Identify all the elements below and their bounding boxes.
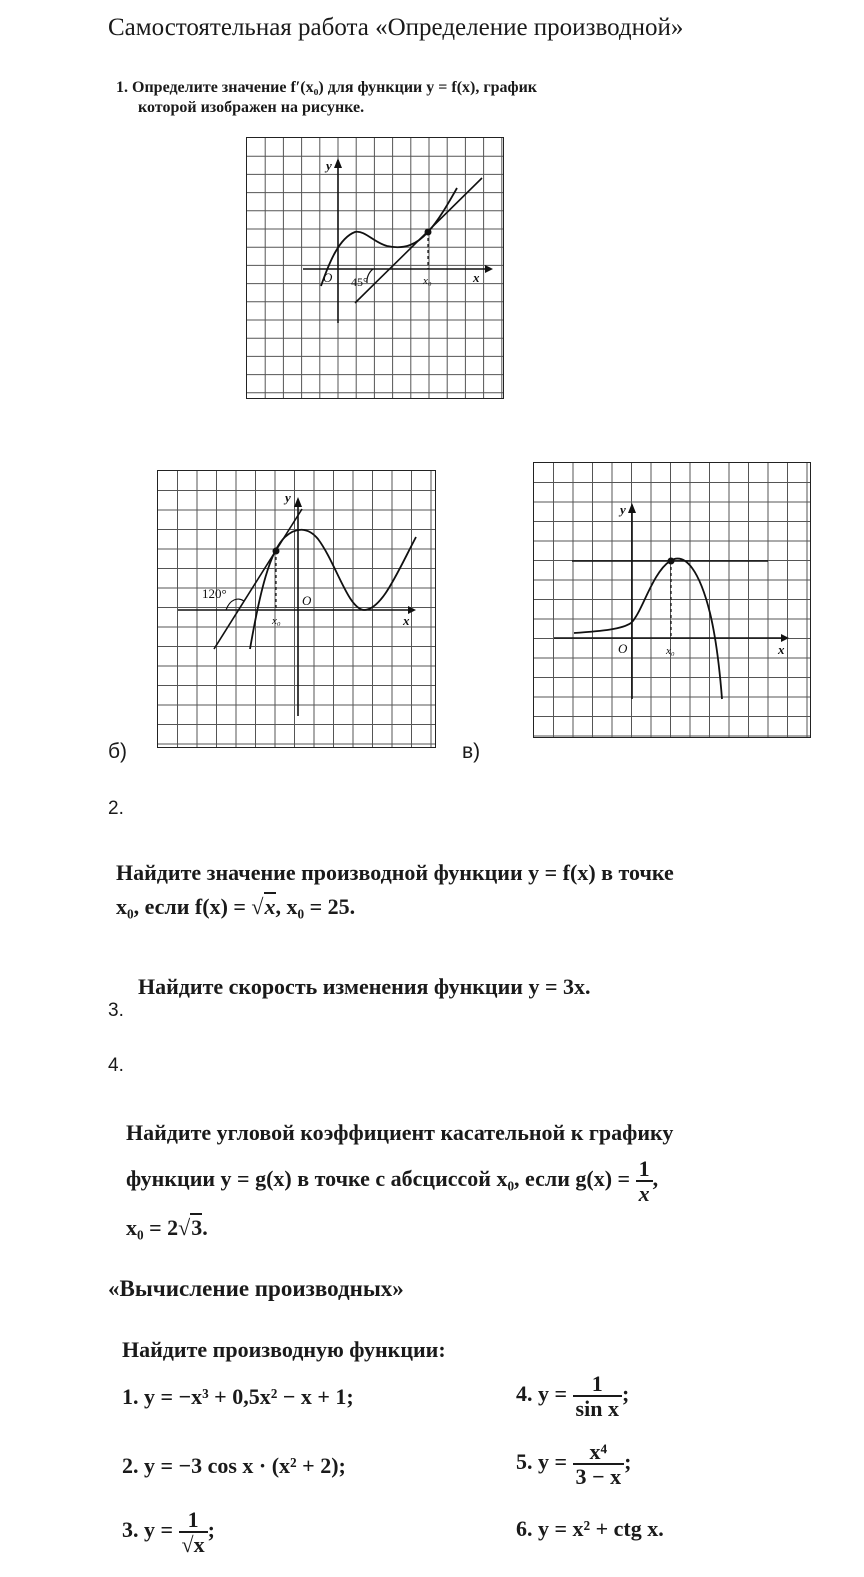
section2-instruction: Найдите производную функции: [122,1337,446,1362]
item-frac-num: x⁴ [573,1440,625,1465]
task3-text: Найдите скорость изменения функции y = 3x. [138,974,591,999]
item-formula: y = −x³ + 0,5x² − x + 1; [144,1384,354,1409]
item-frac-den: sin x [575,1396,619,1422]
figure-a-x-arrow [485,265,493,273]
item-number: 2. [122,1453,139,1478]
task4-radicand: 3 [191,1215,203,1241]
task4-line2: функции y = g(x) в точке с абсциссой x₀, если g(x) = $\frac{1}{x}$ , [126,1155,659,1206]
figure-a-origin-label: O [323,270,333,285]
item-frac-num: 1 [179,1508,208,1533]
task2-radicand: x [264,894,276,919]
item-number: 6. [516,1516,533,1541]
item-number: 3. [122,1517,139,1543]
figure-c-y-arrow [628,503,636,513]
item-suffix: ; [624,1449,632,1475]
task4-line2-text: функции y = g(x) в точке с абсциссой x₀, если g(x) = [126,1166,631,1191]
task3-number: 3. [108,1000,124,1021]
figure-c-grid [534,463,810,737]
figure-a-function-curve [321,188,457,286]
item-frac-den: 3 − x [575,1464,622,1490]
item-prefix: y = [144,1517,179,1543]
task2-line2-end: , x₀ = 25. [275,894,356,919]
figure-a-y-arrow [334,158,342,168]
item-number: 5. [516,1449,533,1475]
derivative-item-1 [122,1384,354,1410]
figure-a-angle-arc [367,269,373,283]
task2-text [116,856,674,924]
item-fraction [179,1508,208,1556]
task4-frac-num: 1 [636,1157,653,1182]
figure-c-x-label: x [778,642,785,657]
derivative-item-3 [122,1508,215,1556]
task4-line1: Найдите угловой коэффициент касательной к графику [126,1120,674,1145]
task4-frac-den: x [638,1180,650,1206]
page-title: Самостоятельная работа «Определение производной» [108,14,684,41]
task4-line3-end: . [202,1215,208,1241]
task2-line1: Найдите значение производной функции y = f(x) в точке [116,860,674,885]
figure-a-y-label: y [326,158,332,173]
derivative-item-2 [122,1453,346,1479]
figure-c-origin-label: O [618,641,628,656]
task1-text [116,78,756,118]
figure-a-angle-label: 45° [351,275,368,289]
task1-line1: 1. Определите значение f′(x₀) для функции y = f(x), график [116,79,538,96]
item-number: 1. [122,1384,139,1409]
figure-a-x-label: x [473,270,480,285]
task4-fraction [636,1157,653,1205]
figure-c-graph [533,462,811,738]
task1-line2: которой изображен на рисунке. [138,99,365,116]
figure-c-y-label: y [620,502,626,517]
section2-title: «Вычисление производных» [108,1276,404,1301]
figure-c-x0-label: x₀ [666,645,675,657]
item-formula: y = −3 cos x · (x² + 2); [144,1453,346,1478]
item-fraction [573,1440,625,1488]
figure-a-graph [246,137,504,399]
item-suffix: ; [621,1381,630,1407]
item-number: 4. [516,1381,533,1407]
task4-text [126,1110,673,1251]
figure-b-graph [157,470,436,748]
figure-b-x-label: x [403,613,410,628]
derivative-item-6 [516,1516,664,1542]
derivative-item-5 [516,1440,631,1488]
item-frac-den: √x [181,1532,205,1558]
task2-number: 2. [108,798,124,819]
item-prefix: y = [538,1449,573,1475]
task4-number: 4. [108,1055,124,1076]
figure-c-label: в) [462,740,481,763]
task4-line3-start: x₀ = 2 [126,1215,179,1241]
figure-b-y-label: y [285,490,291,505]
item-frac-num: 1 [573,1372,622,1397]
derivative-item-4 [516,1372,629,1420]
item-prefix: y = [538,1381,573,1407]
figure-b-x0-label: x₀ [272,615,281,627]
task2-line2 [116,890,674,924]
figure-b-angle-label: 120° [202,586,227,601]
task2-line2-start: x₀, если f(x) = √ [116,894,264,919]
item-fraction [573,1372,622,1420]
figure-a-x0-label: x₀ [423,275,432,287]
figure-a-grid [247,138,503,398]
figure-b-origin-label: O [302,593,312,608]
figure-b-y-arrow [294,497,302,507]
item-suffix: ; [207,1517,215,1543]
task4-line3: x₀ = 2√3. [126,1215,208,1241]
figure-b-grid [158,471,435,747]
figure-b-label: б) [108,740,128,763]
item-formula: y = x² + ctg x. [538,1516,664,1541]
